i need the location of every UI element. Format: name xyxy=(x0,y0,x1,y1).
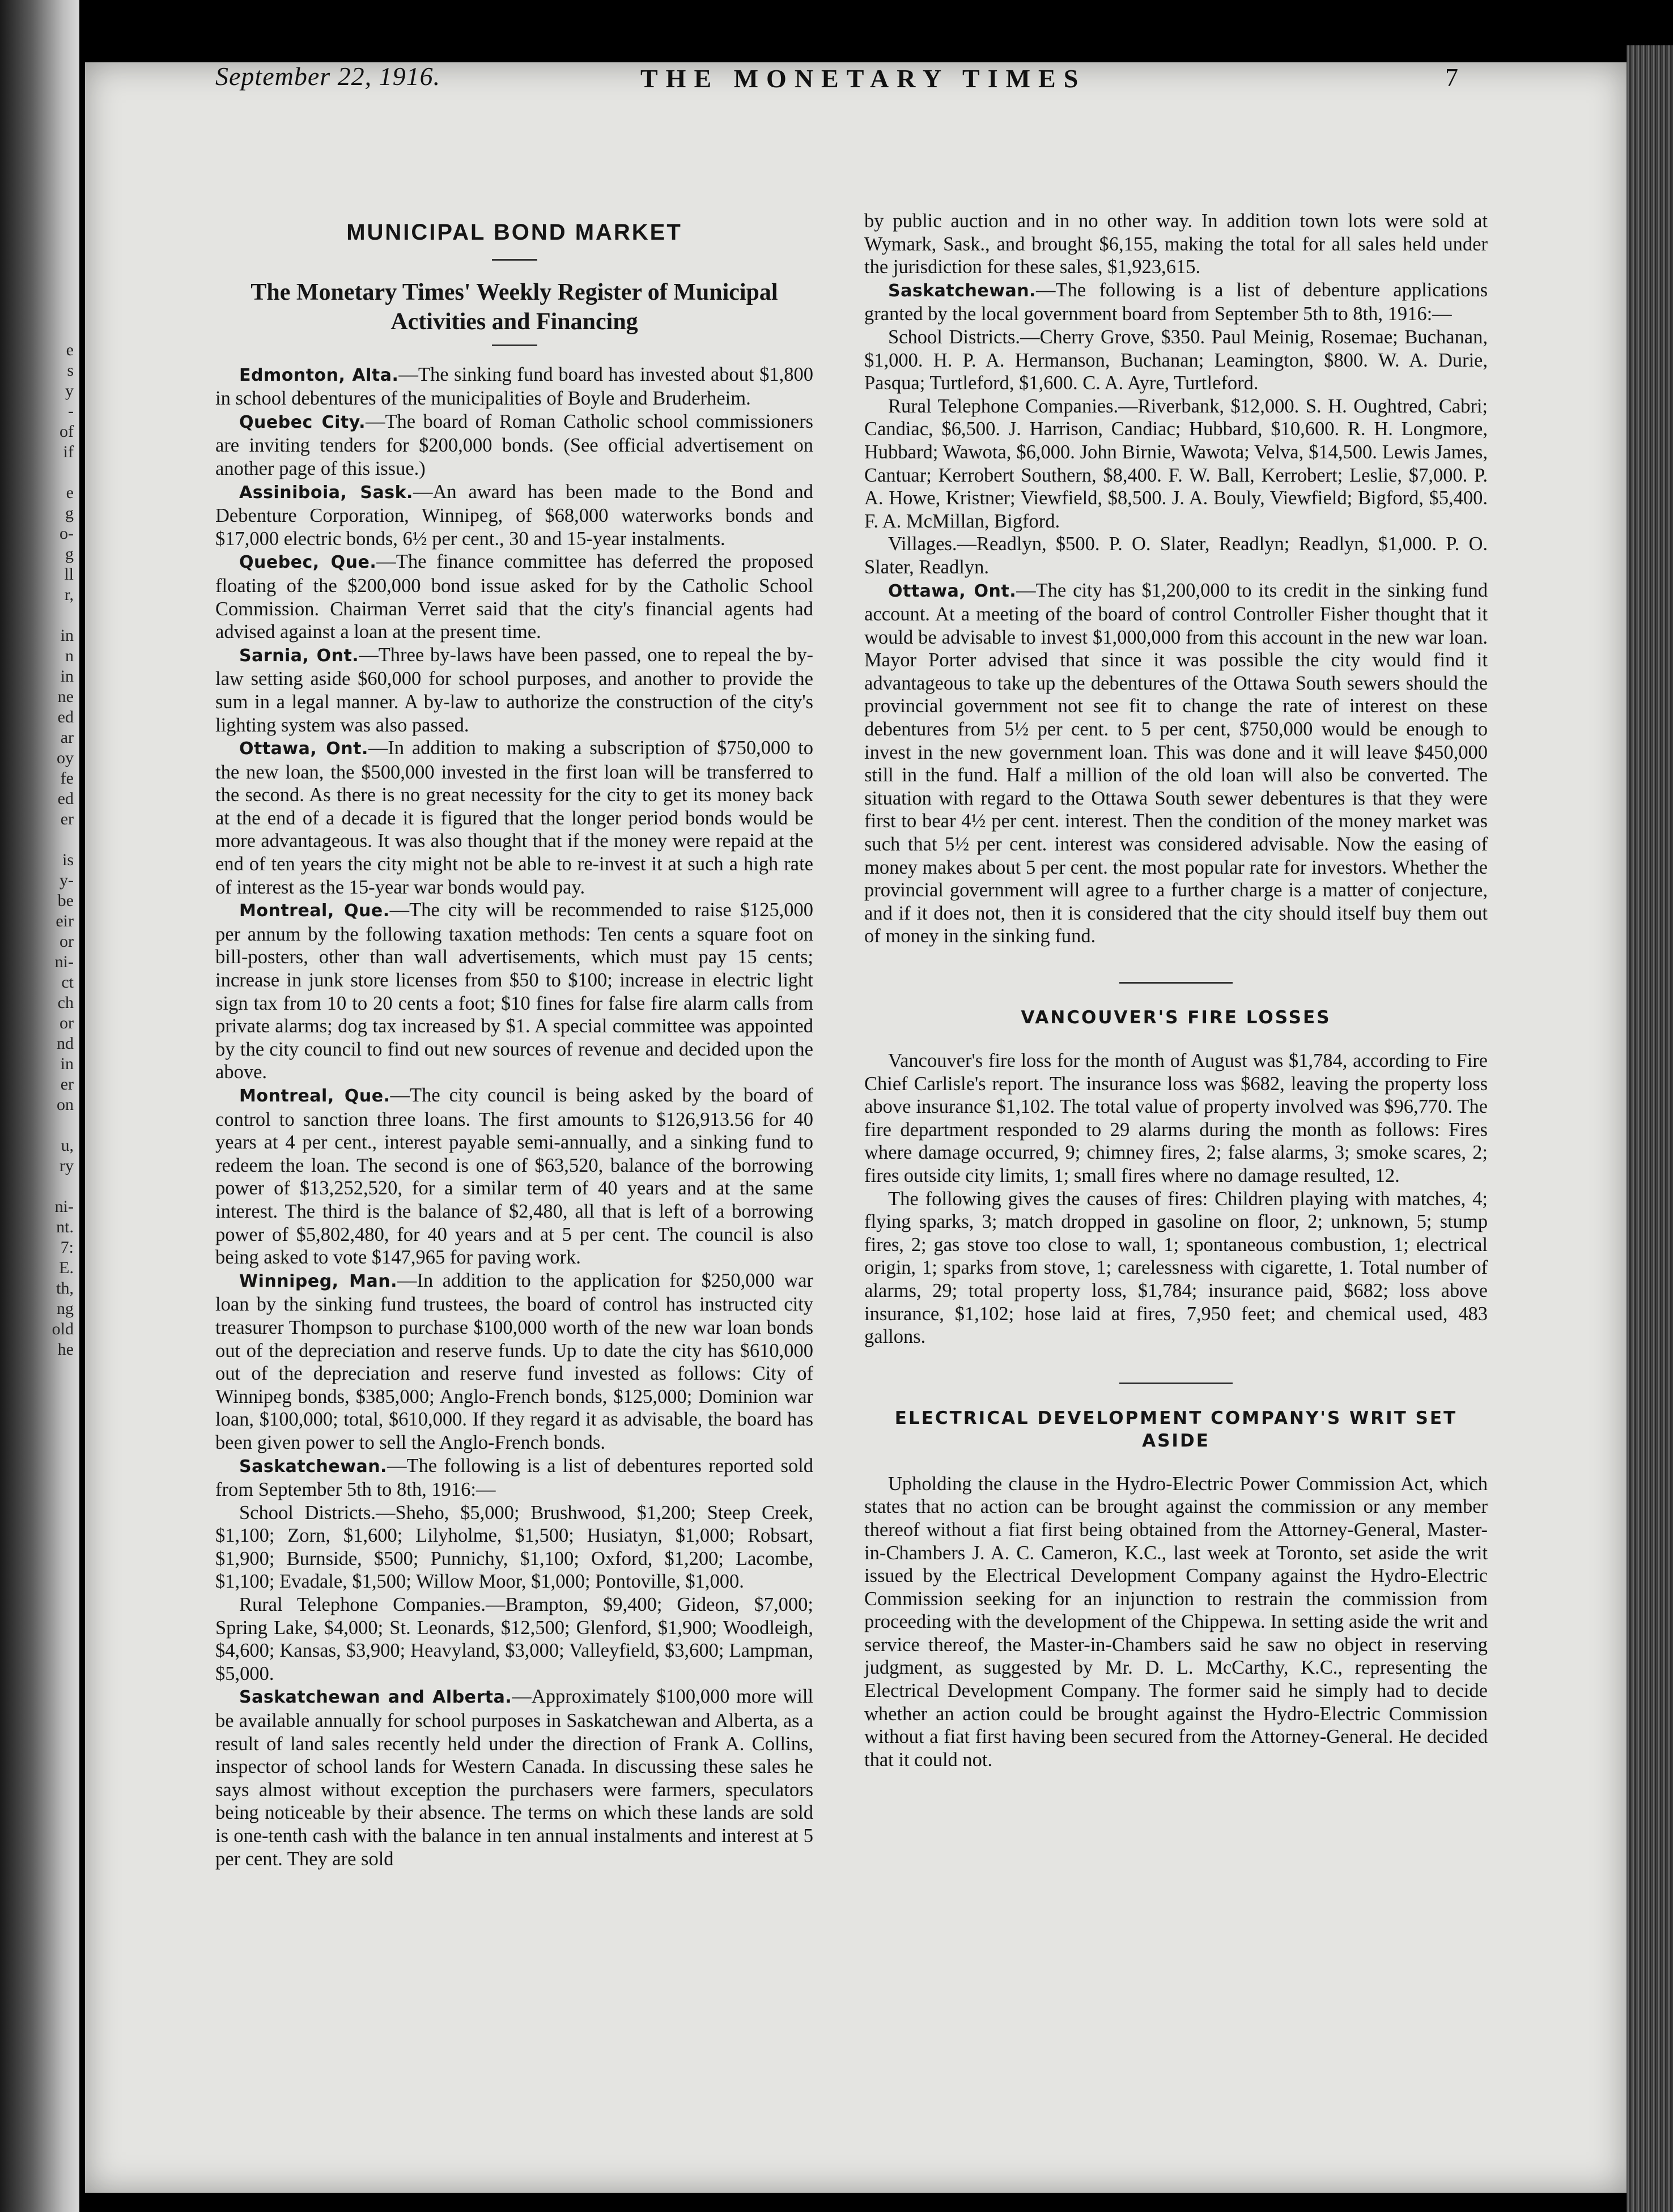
item-text: Villages.—Readlyn, $500. P. O. Slater, Readlyn; Readlyn, $1,000. P. O. Slater, Readlyn. xyxy=(864,533,1488,578)
place-heading: Montreal, Que. xyxy=(239,1086,390,1106)
masthead: THE MONETARY TIMES xyxy=(640,64,1086,93)
margin-fragment: er xyxy=(60,810,74,828)
left-column xyxy=(215,210,813,1870)
margin-fragment: ni- xyxy=(54,952,74,971)
margin-fragment xyxy=(0,1115,79,1135)
item-text: —The city has $1,200,000 to its credit in the sinking fund account. At a meeting of the board of control Controller Fisher thought that it would be advisable to invest $1,000,000 from this account in the new war loan. Mayor Porter advised that since it was possible the city would find it advantageous to take up the debentures of the Ottawa South sewers should the provincial government not see fit to change the rate of interest on these debentures from 5½ per cent. to 5 per cent, $750,000 would be enough to invest in the new government loan. This was done and it will leave $450,000 still in the fund. Half a million of the old loan will also be converted. The situation with regard to the Ottawa South sewer debentures is that they were first to bear 4½ per cent. interest. Then the condition of the money market was such that 5½ per cent. interest was considered advisable. Now the easing of money makes about 5 per cent. the most popular rate for investors. Whether the provincial government will agree to a further charge is a matter of conjecture, and if it does not, then it is considered that the city should itself buy them out of money in the sinking fund. xyxy=(864,579,1488,947)
item-text: Rural Telephone Companies.—Riverbank, $12,000. S. H. Oughtred, Cabri; Candiac, $6,500. J. Harrison, Candiac; Hubbard, $10,600. R. H. Longmore, Hubbard; Wawota, $6,000. John Birnie, Wawota; Velva, $14,500. Lewis James, Cantuar; Kerrobert Southern, $8,400. F. W. Ball, Kerrobert; Leslie, $7,000. P. A. Howe, Kristner; Viewfield, $8,500. J. A. Bouly, Viewfield; Bigford, $5,400. F. A. McMillan, Bigford. xyxy=(864,395,1488,532)
margin-fragment: in xyxy=(60,1054,74,1073)
place-heading: Sarnia, Ont. xyxy=(239,645,359,666)
margin-fragment: ni- xyxy=(54,1197,74,1216)
news-item xyxy=(864,326,1488,395)
place-heading: Quebec City. xyxy=(239,412,366,432)
electrical-section-title: ELECTRICAL DEVELOPMENT COMPANY'S WRIT SET ASIDE xyxy=(894,1407,1458,1451)
margin-fragment: u, xyxy=(61,1136,74,1155)
margin-fragment: ng xyxy=(57,1299,74,1318)
margin-fragment: ch xyxy=(57,993,74,1012)
place-heading: Saskatchewan. xyxy=(239,1456,387,1477)
margin-fragment: fe xyxy=(60,769,74,788)
margin-fragment: oy xyxy=(57,748,74,767)
news-item xyxy=(215,480,813,551)
margin-fragment: ne xyxy=(57,687,74,706)
item-text: —Three by-laws have been passed, one to repeal the by-law setting aside $60,000 for school purposes, and another to provide the sum in a legal manner. A by-law to authorize the construction of the city's lighting system was also passed. xyxy=(215,644,813,736)
margin-fragment: ll xyxy=(64,565,74,584)
book-fore-edge xyxy=(1627,45,1673,2212)
news-item xyxy=(864,579,1488,948)
place-heading: Saskatchewan. xyxy=(888,280,1036,301)
place-heading: Quebec, Que. xyxy=(239,552,377,573)
item-text: School Districts.—Sheho, $5,000; Brushwood, $1,200; Steep Creek, $1,100; Zorn, $1,600; Lilyholme, $1,500; Husiatyn, $1,000; Robsart, $1,900; Burnside, $500; Punnichy, $1,100; Oxford, $1,200; Lacombe, $1,100; Evadale, $1,500; Willow Moor, $1,000; Pontoville, $1,000. xyxy=(215,1501,813,1593)
item-text: —The city council is being asked by the board of control to sanction three loans. The first amounts to $126,913.56 for 40 years at 4 per cent., interest payable semi-annually, and a sinking fund to redeem the loan. The second is one of $63,520, balance of the borrowing power of $13,252,520, for a similar term of 40 years and at the same interest. The third is the balance of $2,480, all that is left of a borrowing power of $5,802,480, for 40 years and at 5 per cent. The council is also being asked to vote $147,965 for paving work. xyxy=(215,1084,813,1269)
margin-fragment: y- xyxy=(60,871,74,890)
margin-fragment xyxy=(0,462,79,483)
right-column xyxy=(864,210,1488,1771)
municipal-items-continued xyxy=(864,210,1488,948)
margin-fragment: nd xyxy=(57,1034,74,1053)
news-item xyxy=(215,1593,813,1685)
place-heading: Saskatchewan and Alberta. xyxy=(239,1687,512,1708)
margin-fragment: or xyxy=(60,1014,74,1032)
margin-fragment: e xyxy=(66,483,74,502)
news-item xyxy=(864,395,1488,533)
margin-fragment: or xyxy=(60,932,74,951)
margin-fragment: ar xyxy=(60,728,74,747)
item-text: —The following is a list of debenture applications granted by the local government board from September 5th to 8th, 1916:— xyxy=(864,279,1488,325)
margin-fragment: E. xyxy=(59,1258,74,1277)
margin-fragment: be xyxy=(57,891,74,910)
margin-fragment: old xyxy=(52,1320,74,1338)
news-item xyxy=(215,899,813,1084)
margin-fragment: ed xyxy=(57,789,74,808)
margin-fragment xyxy=(0,829,79,850)
margin-fragment: ed xyxy=(57,708,74,726)
place-heading: Ottawa, Ont. xyxy=(888,581,1017,601)
margin-fragment: r, xyxy=(64,585,74,604)
place-heading: Edmonton, Alta. xyxy=(239,365,399,385)
news-item xyxy=(215,644,813,737)
item-text: —The sinking fund board has invested about $1,800 in school debentures of the municipalities of Boyle and Bruderheim. xyxy=(215,363,814,410)
margin-fragment: in xyxy=(60,626,74,645)
item-text: —The city will be recommended to raise $125,000 per annum by the following taxation methods: Ten cents a square foot on bill-posters, other than wall advertisements, which must pay 15 cents; increase in junk store licenses from $50 to $100; increase in electric light sign tax from 10 to 20 cents a foot; $10 fines for false fire alarm calls from private alarms; dog tax increased by $1. A special committee was appointed by the city council to find out new sources of revenue and decided upon the above. xyxy=(215,899,813,1083)
margin-fragment: y xyxy=(65,381,74,400)
section-divider xyxy=(1119,982,1233,984)
margin-fragment xyxy=(0,605,79,626)
news-item xyxy=(215,1454,813,1501)
margin-fragment: e xyxy=(66,341,74,359)
margin-fragment: er xyxy=(60,1075,74,1094)
news-item xyxy=(215,1084,813,1269)
news-item xyxy=(215,363,813,410)
electrical-paragraph-1: Upholding the clause in the Hydro-Electric Power Commission Act, which states that no action can be brought against the commission or any member thereof without a fiat first being obtained from the Attorney-General, Master-in-Chambers J. A. C. Cameron, K.C., last week at Toronto, set aside the writ issued by the Electrical Development Company against the Hydro-Electric Commission seeking for an injunction to restrain the commission from proceeding with the development of the Chippewa. In setting aside the writ and service thereof, the Master-in-Chambers said he saw no object in reserving judgment, as suggested by Mr. D. L. McCarthy, K.C., representing the Electrical Development Company. The former said he simply had to decide whether an action could be brought against the Hydro-Electric Commission without a fiat first having been secured from the Attorney-General. He decided that it could not. xyxy=(864,1473,1488,1771)
margin-fragment: g xyxy=(65,504,74,522)
margin-fragment: s xyxy=(67,361,74,380)
issue-date: September 22, 1916. xyxy=(215,62,441,91)
news-item xyxy=(215,1501,813,1593)
item-text: —An award has been made to the Bond and Debenture Corporation, Winnipeg, of $68,000 waterworks bonds and $17,000 electric bonds, 6½ per cent., 30 and 15-year instalments. xyxy=(215,480,813,550)
margin-fragment: in xyxy=(60,667,74,686)
news-item xyxy=(215,410,813,480)
item-text: —The finance committee has deferred the proposed floating of the $200,000 bond issue asked for by the Catholic School Commission. Chairman Verret said that the city's financial agents had advised against a loan at the present time. xyxy=(215,551,813,643)
title-rule xyxy=(492,259,537,261)
municipal-subtitle: The Monetary Times' Weekly Register of Municipal Activities and Financing xyxy=(250,279,778,335)
margin-fragment: th, xyxy=(56,1279,74,1298)
page-header xyxy=(130,0,1627,93)
margin-fragment: nt. xyxy=(56,1218,74,1236)
margin-fragment: g xyxy=(65,545,74,563)
municipal-items-list xyxy=(215,363,813,1871)
margin-fragment: n xyxy=(65,646,74,665)
item-text: School Districts.—Cherry Grove, $350. Paul Meinig, Rosemae; Buchanan, $1,000. H. P. A. Hermanson, Buchanan; Leamington, $800. W. A. Durie, Pasqua; Turtleford, $1,600. C. A. Ayre, Turtleford. xyxy=(864,326,1488,394)
news-item xyxy=(864,533,1488,578)
vancouver-paragraph-2: The following gives the causes of fires: Children playing with matches, 4; flying sparks, 3; match dropped in gasoline on floor, 2; unknown, 5; stump fires, 2; gas stove too close to wall, 1; spontaneous combustion, 1; electrical origin, 1; sparks from stove, 1; carelessness with cigarette, 1. Total number of alarms, 29; total property loss, $1,784; insurance paid, $682; loss above insurance, $1,102; hose laid at fires, 7,950 feet; and chemical used, 483 gallons. xyxy=(864,1188,1488,1348)
margin-fragment: eir xyxy=(56,912,74,930)
adjacent-page-text-fragments xyxy=(0,340,79,1360)
place-heading: Winnipeg, Man. xyxy=(239,1271,398,1291)
item-text: —Approximately $100,000 more will be available annually for school purposes in Saskatchewan and Alberta, as a result of land sales recently held under the direction of Frank A. Collins, inspector of school lands for Western Canada. In discussing these sales he says almost without exception the purchasers were farmers, speculators being noticeable by their absence. The terms on which these lands are sold is one-tenth cash with the balance in ten annual instalments and interest at 5 per cent. They are sold xyxy=(215,1686,813,1870)
municipal-section-title: MUNICIPAL BOND MARKET xyxy=(346,220,682,245)
item-text: by public auction and in no other way. In addition town lots were sold at Wymark, Sask., and brought $6,155, making the total for all sales held under the jurisdiction for these sales, $1,923,615. xyxy=(864,210,1488,278)
section-divider xyxy=(1119,1382,1233,1384)
item-text: —The board of Roman Catholic school commissioners are inviting tenders for $200,000 bonds. (See official advertisement on another page of this issue.) xyxy=(215,410,813,479)
margin-fragment: is xyxy=(62,850,74,869)
place-heading: Assiniboia, Sask. xyxy=(239,482,413,503)
news-item xyxy=(215,1269,813,1454)
margin-fragment: - xyxy=(68,402,74,420)
item-text: Rural Telephone Companies.—Brampton, $9,400; Gideon, $7,000; Spring Lake, $4,000; St. Leonards, $12,500; Glenford, $1,900; Woodleigh, $4,600; Kansas, $3,900; Heavyland, $3,000; Valleyfield, $3,600; Lampman, $5,000. xyxy=(215,1594,813,1684)
subtitle-rule xyxy=(492,344,537,346)
item-text: —The following is a list of debentures reported sold from September 5th to 8th, 1916:— xyxy=(215,1454,813,1501)
place-heading: Ottawa, Ont. xyxy=(239,739,368,759)
margin-fragment: 7: xyxy=(60,1238,74,1257)
margin-fragment: ct xyxy=(61,973,74,992)
margin-fragment: he xyxy=(57,1340,74,1359)
vancouver-paragraph-1: Vancouver's fire loss for the month of August was $1,784, according to Fire Chief Carlisle's report. The insurance loss was $682, leaving the property loss above insurance $1,102. The total value of property involved was $96,770. The fire department responded to 29 alarms during the month as follows: Fires where damage occurred, 9; chimney fires, 2; false alarms, 3; smoke scares, 2; fires outside city limits, 1; small fires where no damage resulted, 12. xyxy=(864,1050,1488,1186)
item-text: —In addition to the application for $250,000 war loan by the sinking fund trustees, the board of control has instructed city treasurer Thompson to purchase $100,000 worth of the new war loan bonds out of the depreciation and reserve funds. Up to date the city has $610,000 out of the depreciation and reserve fund invested as follows: City of Winnipeg bonds, $385,000; Anglo-French bonds, $125,000; Dominion war loan, $100,000; total, $610,000. If they regard it as advisable, the board has been given power to sell the Anglo-French bonds. xyxy=(215,1269,813,1453)
news-item xyxy=(215,737,813,899)
news-item xyxy=(215,1685,813,1870)
news-item xyxy=(215,550,813,643)
place-heading: Montreal, Que. xyxy=(239,901,390,921)
margin-fragment: if xyxy=(63,443,74,461)
margin-fragment: o- xyxy=(60,524,74,543)
news-item xyxy=(864,210,1488,279)
page-number: 7 xyxy=(1445,63,1458,92)
margin-fragment: on xyxy=(57,1095,74,1114)
margin-fragment xyxy=(0,1176,79,1197)
vancouver-section-title: VANCOUVER'S FIRE LOSSES xyxy=(1021,1007,1331,1028)
margin-fragment: of xyxy=(60,422,74,441)
adjacent-page-edge xyxy=(0,0,79,2212)
margin-fragment: ry xyxy=(60,1156,74,1175)
news-item xyxy=(864,279,1488,326)
item-text: —In addition to making a subscription of $750,000 to the new loan, the $500,000 invested in the first loan will be transferred to the second. As there is no great necessity for the city to get its money back at the end of a decade it is figured that the longer period bonds would be more advantageous. It was also thought that if the money were repaid at the end of ten years the city might not be able to re-invest it at such a high rate of interest as the 15-year war bonds would pay. xyxy=(215,737,814,898)
